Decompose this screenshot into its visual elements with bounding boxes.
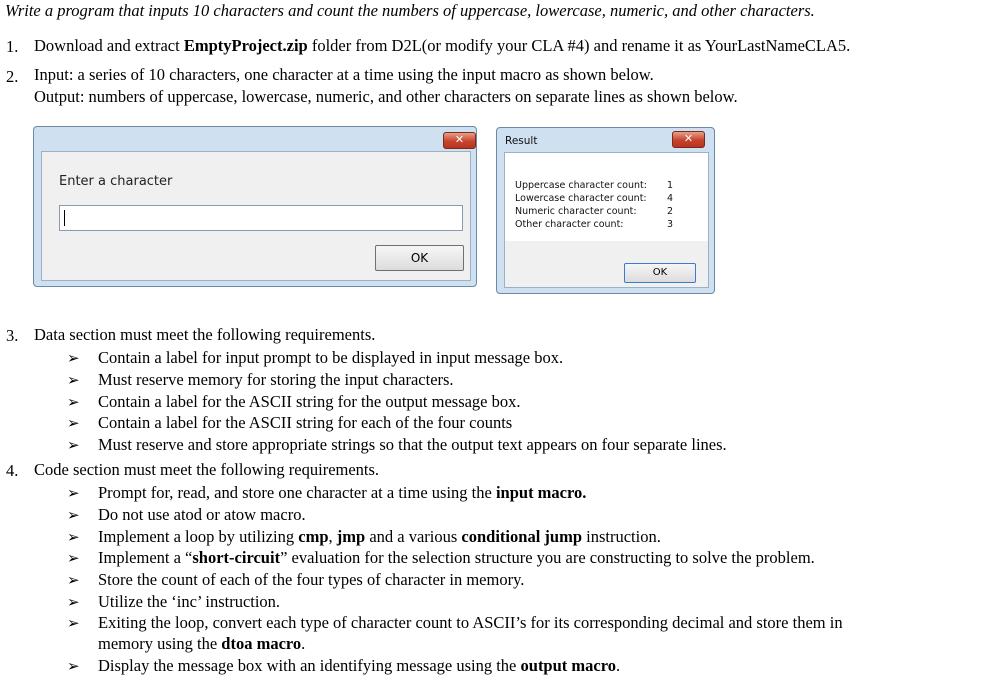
result-value: 1: [667, 180, 674, 191]
item-2-output-text: Output: numbers of uppercase, lowercase, numeric, and other characters on separate lines as shown below.: [34, 87, 738, 106]
bullet-arrow-icon: ➢: [67, 416, 80, 432]
bullet-arrow-icon: ➢: [67, 616, 80, 632]
bullet-arrow-icon: ➢: [67, 351, 80, 367]
ok-button[interactable]: OK: [375, 245, 464, 271]
bullet-item: Utilize the ‘inc’ instruction.: [98, 592, 281, 611]
bullet-item: Contain a label for the ASCII string for each of the four counts: [98, 413, 513, 432]
result-label: Lowercase character count:: [515, 193, 647, 204]
bullet-arrow-icon: ➢: [67, 395, 80, 411]
result-dialog-title: Result: [505, 135, 538, 147]
input-dialog-body: [41, 151, 471, 281]
bullet-arrow-icon: ➢: [67, 530, 80, 546]
bullet-item: Display the message box with an identifying message using the output macro.: [98, 656, 621, 675]
close-icon[interactable]: ✕: [443, 132, 476, 149]
result-value: 3: [667, 219, 674, 230]
input-dialog: [33, 126, 477, 287]
section-4-heading: Code section must meet the following requirements.: [34, 460, 380, 479]
bullet-item: Prompt for, read, and store one character at a time using the input macro.: [98, 483, 587, 502]
ok-button[interactable]: OK: [624, 263, 696, 283]
bullet-arrow-icon: ➢: [67, 486, 80, 502]
bullet-item: Contain a label for input prompt to be displayed in input message box.: [98, 348, 564, 367]
bullet-arrow-icon: ➢: [67, 373, 80, 389]
input-prompt-label: Enter a character: [59, 174, 173, 189]
bullet-arrow-icon: ➢: [67, 508, 80, 524]
result-value: 4: [667, 193, 674, 204]
bullet-item: Exiting the loop, convert each type of character count to ASCII’s for its corresponding decimal and store them in: [98, 613, 843, 632]
item-number: 3.: [6, 326, 19, 345]
bullet-arrow-icon: ➢: [67, 573, 80, 589]
bullet-arrow-icon: ➢: [67, 659, 80, 675]
result-label: Numeric character count:: [515, 206, 637, 217]
section-3-heading: Data section must meet the following requirements.: [34, 325, 376, 344]
bullet-item: memory using the dtoa macro.: [98, 634, 306, 653]
assignment-title: Write a program that inputs 10 characters and count the numbers of uppercase, lowercase, numeric, and other characters.: [5, 1, 815, 20]
item-number: 4.: [6, 461, 19, 480]
character-input[interactable]: [59, 205, 463, 231]
bullet-item: Implement a loop by utilizing cmp, jmp and a various conditional jump instruction.: [98, 527, 661, 546]
item-number: 2.: [6, 67, 19, 86]
text-caret: [64, 210, 65, 226]
result-label: Other character count:: [515, 219, 624, 230]
item-2-input-text: Input: a series of 10 characters, one character at a time using the input macro as shown below.: [34, 65, 654, 84]
item-1-text: Download and extract EmptyProject.zip folder from D2L(or modify your CLA #4) and rename it as YourLastNameCLA5.: [34, 36, 851, 55]
bullet-arrow-icon: ➢: [67, 551, 80, 567]
bullet-item: Store the count of each of the four types of character in memory.: [98, 570, 525, 589]
item-number: 1.: [6, 37, 19, 56]
result-value: 2: [667, 206, 674, 217]
bullet-item: Contain a label for the ASCII string for the output message box.: [98, 392, 521, 411]
bullet-item: Must reserve memory for storing the input characters.: [98, 370, 454, 389]
bullet-arrow-icon: ➢: [67, 595, 80, 611]
bullet-item: Do not use atod or atow macro.: [98, 505, 306, 524]
bullet-item: Implement a “short-circuit” evaluation for the selection structure you are constructing to solve the problem.: [98, 548, 815, 567]
close-icon[interactable]: ✕: [672, 131, 705, 148]
result-dialog: [496, 127, 715, 294]
bullet-item: Must reserve and store appropriate strings so that the output text appears on four separate lines.: [98, 435, 727, 454]
result-label: Uppercase character count:: [515, 180, 647, 191]
bullet-arrow-icon: ➢: [67, 438, 80, 454]
result-dialog-body: [504, 152, 709, 288]
